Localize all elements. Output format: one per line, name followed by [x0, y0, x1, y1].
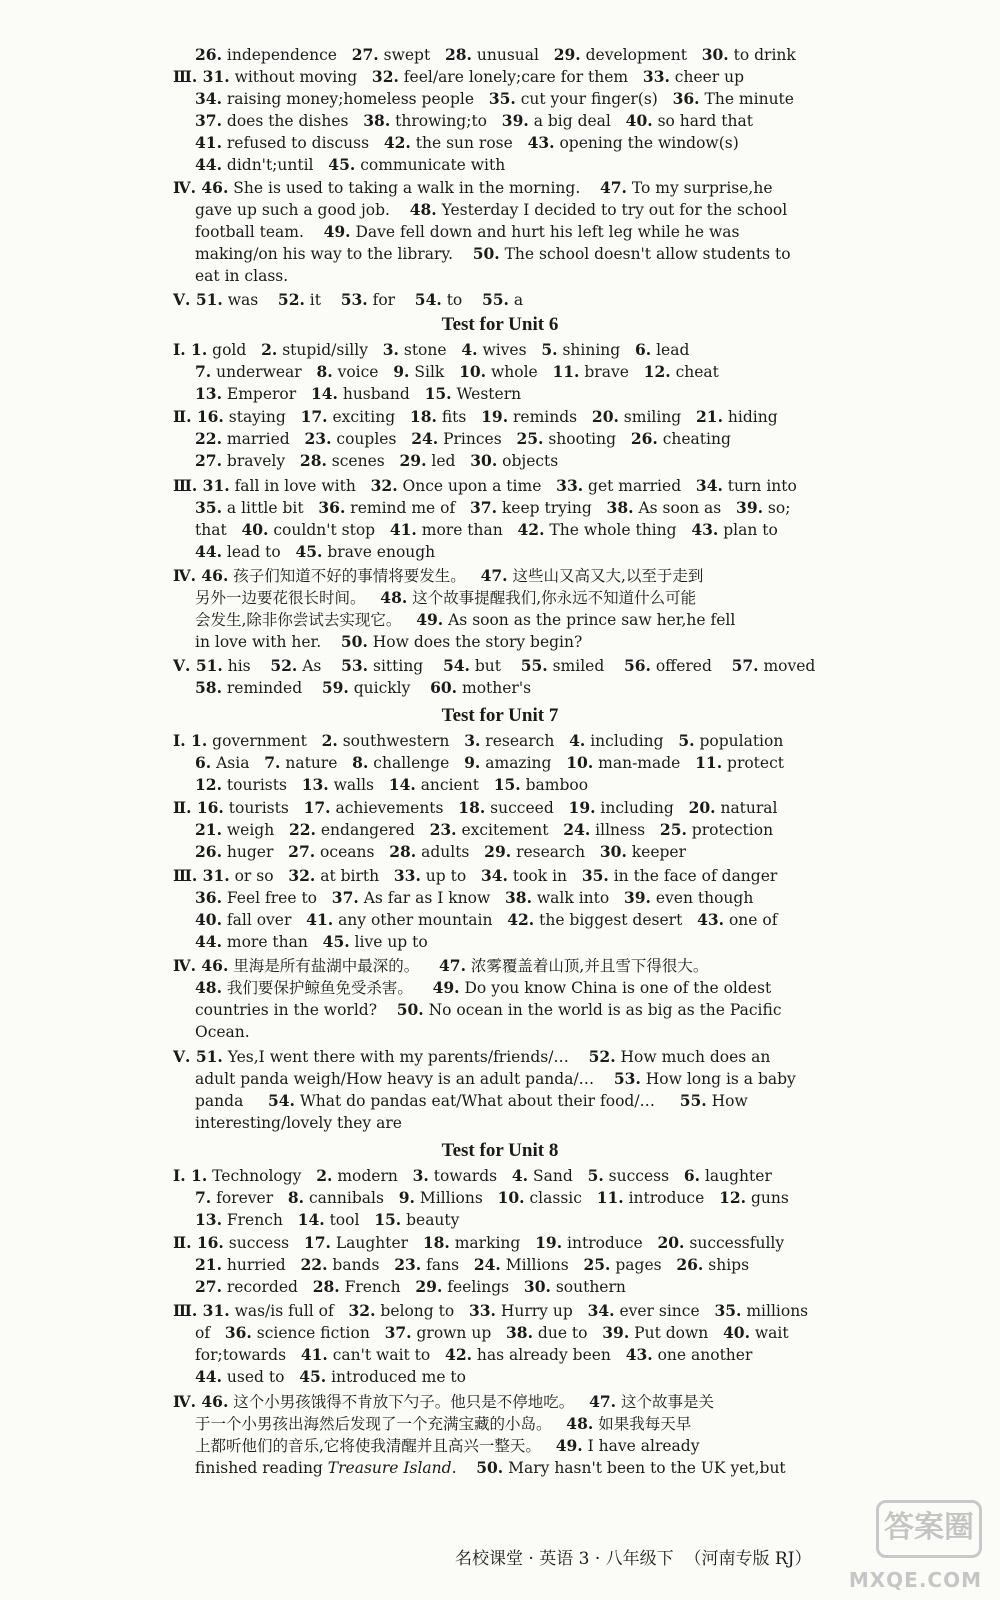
answer-line: 7. underwear 8. voice 9. Silk 10. whole 11. brave 12. cheat [195, 362, 719, 381]
answer-line: Ⅳ. 46. 孩子们知道不好的事情将要发生。 47. 这些山又高又大,以至于走到 [173, 566, 704, 585]
answer-line: 35. a little bit 36. remind me of 37. keep trying 38. As soon as 39. so; [195, 498, 791, 517]
answer-line: adult panda weigh/How heavy is an adult panda/… 53. How long is a baby [195, 1069, 796, 1088]
answer-line: 27. bravely 28. scenes 29. led 30. objects [195, 451, 559, 470]
answer-line: Ⅴ. 51. was 52. it 53. for 54. to 55. a [173, 290, 524, 309]
answer-line: 上都听他们的音乐,它将使我清醒并且高兴一整天。 49. I have already [195, 1436, 700, 1455]
answer-line: Ⅱ. 16. success 17. Laughter 18. marking 19. introduce 20. successfully [173, 1233, 785, 1252]
answer-line: Ocean. [195, 1023, 250, 1041]
watermark-logo: 答案圈 [876, 1500, 982, 1558]
answer-line: Ⅲ. 31. or so 32. at birth 33. up to 34. took in 35. in the face of danger [173, 866, 778, 885]
section-heading: Test for Unit 6 [441, 314, 559, 335]
answer-line: Ⅳ. 46. 里海是所有盐湖中最深的。 47. 浓雾覆盖着山顶,并且雪下得很大。 [173, 956, 709, 975]
watermark [822, 1500, 982, 1592]
answer-line: 40. fall over 41. any other mountain 42. the biggest desert 43. one of [195, 910, 778, 929]
answer-line: Ⅴ. 51. Yes,I went there with my parents/friends/… 52. How much does an [173, 1047, 771, 1066]
answer-line: Ⅳ. 46. 这个小男孩饿得不肯放下勺子。他只是不停地吃。 47. 这个故事是关 [173, 1392, 714, 1411]
answer-line: 36. Feel free to 37. As far as I know 38. walk into 39. even though [195, 888, 754, 907]
answer-line: 58. reminded 59. quickly 60. mother's [195, 678, 532, 697]
answer-line: that 40. couldn't stop 41. more than 42. The whole thing 43. plan to [195, 520, 778, 539]
answer-line: 37. does the dishes 38. throwing;to 39. a big deal 40. so hard that [195, 111, 753, 130]
answer-line: 48. 我们要保护鲸鱼免受杀害。 49. Do you know China is one of the oldest [195, 978, 772, 997]
answer-line: 另外一边要花很长时间。 48. 这个故事提醒我们,你永远不知道什么可能 [195, 588, 697, 607]
answer-line: for;towards 41. can't wait to 42. has already been 43. one another [195, 1345, 753, 1364]
answer-line: Ⅱ. 16. tourists 17. achievements 18. succeed 19. including 20. natural [173, 798, 778, 817]
answer-line: 13. French 14. tool 15. beauty [195, 1210, 460, 1229]
answer-line: eat in class. [195, 267, 289, 285]
answer-line: 6. Asia 7. nature 8. challenge 9. amazing 10. man-made 11. protect [195, 753, 784, 772]
section-heading: Test for Unit 8 [441, 1140, 559, 1161]
answer-line: making/on his way to the library. 50. The school doesn't allow students to [195, 244, 791, 263]
answer-line: 44. didn't;until 45. communicate with [195, 155, 506, 174]
answer-line: 于一个小男孩出海然后发现了一个充满宝藏的小岛。 48. 如果我每天早 [195, 1414, 692, 1433]
page-footer: 名校课堂 · 英语 3 · 八年级下 （河南专版 RJ） [455, 1549, 812, 1569]
answer-line: 12. tourists 13. walls 14. ancient 15. bamboo [195, 775, 589, 794]
answer-line: 13. Emperor 14. husband 15. Western [195, 384, 522, 403]
answer-line: 会发生,除非你尝试去实现它。 49. As soon as the prince saw her,he fell [195, 610, 736, 629]
answer-line: panda 54. What do pandas eat/What about their food/… 55. How [195, 1091, 748, 1110]
answer-line: 44. used to 45. introduced me to [195, 1367, 466, 1386]
watermark-url: MXQE.COM [848, 1568, 982, 1592]
answer-line: interesting/lovely they are [195, 1114, 402, 1132]
answer-line: in love with her. 50. How does the story begin? [195, 632, 583, 651]
answer-line: football team. 49. Dave fell down and hurt his left leg while he was [195, 222, 740, 241]
answer-line: of 36. science fiction 37. grown up 38. due to 39. Put down 40. wait [195, 1323, 789, 1342]
answer-line: 26. independence 27. swept 28. unusual 29. development 30. to drink [195, 45, 796, 64]
answer-line: 44. lead to 45. brave enough [195, 542, 436, 561]
answer-line: finished reading Treasure Island. 50. Mary hasn't been to the UK yet,but [195, 1458, 786, 1477]
answer-line: 27. recorded 28. French 29. feelings 30. southern [195, 1277, 626, 1296]
answer-line: countries in the world? 50. No ocean in the world is as big as the Pacific [195, 1000, 782, 1019]
answer-line: Ⅰ. 1. Technology 2. modern 3. towards 4. Sand 5. success 6. laughter [173, 1166, 772, 1185]
section-heading: Test for Unit 7 [441, 705, 559, 726]
answer-line: 22. married 23. couples 24. Princes 25. shooting 26. cheating [195, 429, 731, 448]
answer-line: 21. hurried 22. bands 23. fans 24. Millions 25. pages 26. ships [195, 1255, 750, 1274]
answer-line: Ⅲ. 31. fall in love with 32. Once upon a time 33. get married 34. turn into [173, 476, 797, 495]
answer-line: 26. huger 27. oceans 28. adults 29. research 30. keeper [195, 842, 687, 861]
answer-line: Ⅱ. 16. staying 17. exciting 18. fits 19. reminds 20. smiling 21. hiding [173, 407, 778, 426]
answer-line: 41. refused to discuss 42. the sun rose 43. opening the window(s) [195, 133, 739, 152]
answer-line: 7. forever 8. cannibals 9. Millions 10. classic 11. introduce 12. guns [195, 1188, 789, 1207]
answer-line: Ⅰ. 1. gold 2. stupid/silly 3. stone 4. wives 5. shining 6. lead [173, 340, 690, 359]
answer-line: 21. weigh 22. endangered 23. excitement 24. illness 25. protection [195, 820, 774, 839]
answer-line: Ⅰ. 1. government 2. southwestern 3. research 4. including 5. population [173, 731, 784, 750]
answer-line: 44. more than 45. live up to [195, 932, 428, 951]
answer-line: Ⅴ. 51. his 52. As 53. sitting 54. but 55. smiled 56. offered 57. moved [173, 656, 816, 675]
answer-line: Ⅲ. 31. was/is full of 32. belong to 33. Hurry up 34. ever since 35. millions [173, 1301, 809, 1320]
answer-line: 34. raising money;homeless people 35. cut your finger(s) 36. The minute [195, 89, 794, 108]
answer-line: gave up such a good job. 48. Yesterday I decided to try out for the school [195, 200, 788, 219]
answer-line: Ⅲ. 31. without moving 32. feel/are lonely;care for them 33. cheer up [173, 67, 745, 86]
answer-line: Ⅳ. 46. She is used to taking a walk in the morning. 47. To my surprise,he [173, 178, 773, 197]
